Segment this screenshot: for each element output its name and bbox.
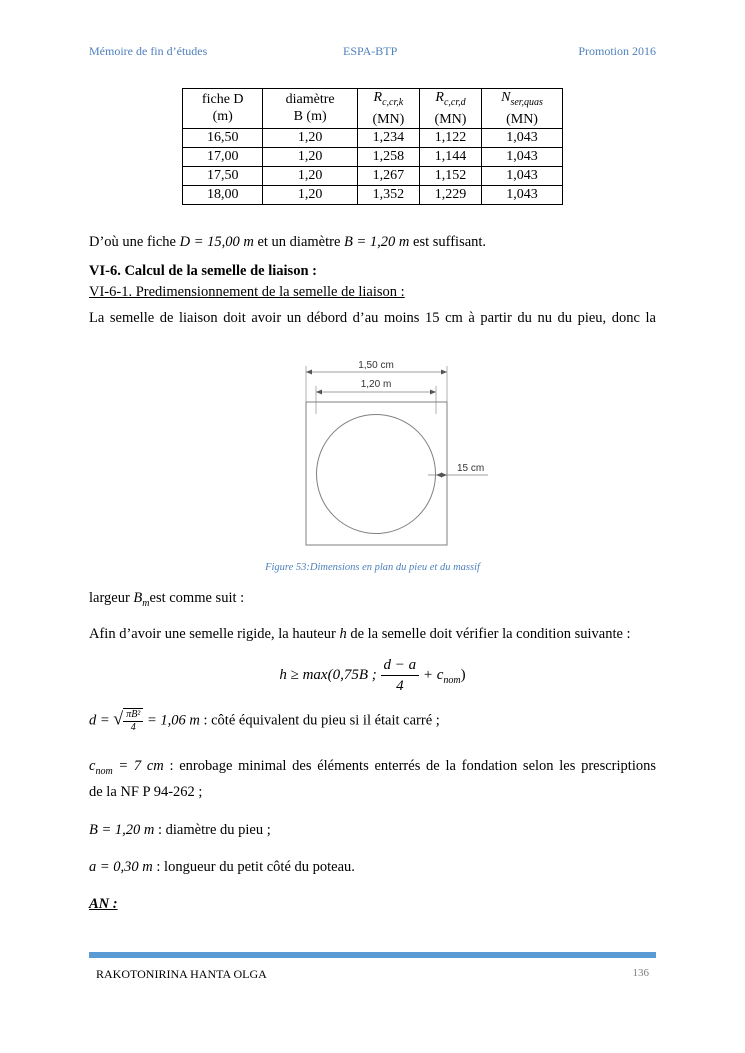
formula-fraction: $\frac{d - a}{4}$ (381, 655, 420, 696)
rigidity-paragraph: Afin d’avoir une semelle rigide, la hauteur h de la semelle doit vérifier la condition suivante : (89, 626, 631, 642)
sqrt-fraction: $\frac{\text{πB²}}{4}$ (123, 708, 143, 734)
figure-caption: Figure 53:Dimensions en plan du pieu et du massif (265, 562, 480, 573)
table-cell: 1,229 (419, 185, 481, 204)
inner-arrow-right (430, 390, 436, 395)
footer-bar (89, 952, 656, 958)
table-cell: 1,043 (482, 128, 563, 147)
table-cell: 1,234 (357, 128, 419, 147)
footer-author: RAKOTONIRINA HANTA OLGA (96, 967, 267, 981)
table-cell: 1,144 (419, 147, 481, 166)
table-cell: 1,20 (263, 166, 357, 185)
col-header-rccrd: $R_{c,cr,d}$ (MN) (419, 89, 481, 129)
table-cell: 1,043 (482, 147, 563, 166)
section-title: VI-6. Calcul de la semelle de liaison : (89, 263, 317, 279)
footing-square (306, 402, 447, 545)
col-header-rccrk: $R_{c,cr,k}$ (MN) (357, 89, 419, 129)
table-cell: 1,20 (263, 185, 357, 204)
table-cell: 1,20 (263, 128, 357, 147)
header-center: ESPA-BTP (343, 44, 398, 58)
table-cell: 16,50 (183, 128, 263, 147)
table-cell: 1,267 (357, 166, 419, 185)
table-cell: 18,00 (183, 185, 263, 204)
table-cell: 1,043 (482, 166, 563, 185)
col-header-nserquas: $N_{ser,quas}$ (MN) (482, 89, 563, 129)
col-header-fiche: fiche D (m) (183, 89, 263, 129)
conclusion-paragraph: D’où une fiche D = 15,00 m et un diamètre B = 1,20 m est suffisant. (89, 234, 487, 250)
outer-arrow-right (441, 370, 447, 375)
header-right: Promotion 2016 (578, 44, 656, 58)
table-cell: 17,50 (183, 166, 263, 185)
a-definition: a = 0,30 m : longueur du petit côté du poteau. (89, 859, 355, 875)
an-label: AN : (89, 896, 118, 912)
height-formula: h ≥ max(0,75B ; $\frac{d - a}{4}$ + $c_{nom}$) (279, 657, 466, 694)
table-cell: 1,258 (357, 147, 419, 166)
side-arrow-out (441, 473, 447, 478)
page-number: 136 (632, 967, 649, 979)
d-definition: d = √ $\frac{\text{πB²}}{4}$ = 1,06 m : côté équivalent du pieu si il était carré ; (89, 708, 440, 733)
intro-paragraph: La semelle de liaison doit avoir un débord d’au moins 15 cm à partir du nu du pieu, donc la (89, 310, 656, 326)
table-cell: 1,122 (419, 128, 481, 147)
table-row (183, 166, 563, 185)
table-cell: 1,043 (482, 185, 563, 204)
inner-dim-label: 1,20 m (360, 379, 392, 390)
col-header-diametre: diamètre B (m) (263, 89, 357, 129)
b-definition: B = 1,20 m : diamètre du pieu ; (89, 822, 271, 838)
table-cell: 1,20 (263, 147, 357, 166)
outer-dim-label: 1,50 cm (358, 360, 394, 371)
table-cell: 17,00 (183, 147, 263, 166)
table-cell: 1,352 (357, 185, 419, 204)
pile-results-table (182, 88, 563, 205)
table-header-row (183, 89, 563, 129)
inner-arrow-left (316, 390, 322, 395)
table-row (183, 128, 563, 147)
width-line: largeur $B_mest$ comme suit : (89, 590, 245, 609)
pile-footing-figure (300, 356, 500, 552)
side-dim-label: 15 cm (457, 463, 485, 474)
header-left: Mémoire de fin d’études (89, 44, 208, 58)
pile-circle (317, 415, 436, 534)
table-cell: 1,152 (419, 166, 481, 185)
subsection-title: VI-6-1. Predimensionnement de la semelle de liaison : (89, 284, 405, 300)
table-row (183, 185, 563, 204)
outer-arrow-left (306, 370, 312, 375)
cnom-definition: $c_{nom} = 7$ cm : enrobage minimal des éléments enterrés de la fondation selon les prescriptions (89, 758, 656, 777)
cnom-definition-line2: de la NF P 94-262 ; (89, 784, 203, 800)
table-row (183, 147, 563, 166)
